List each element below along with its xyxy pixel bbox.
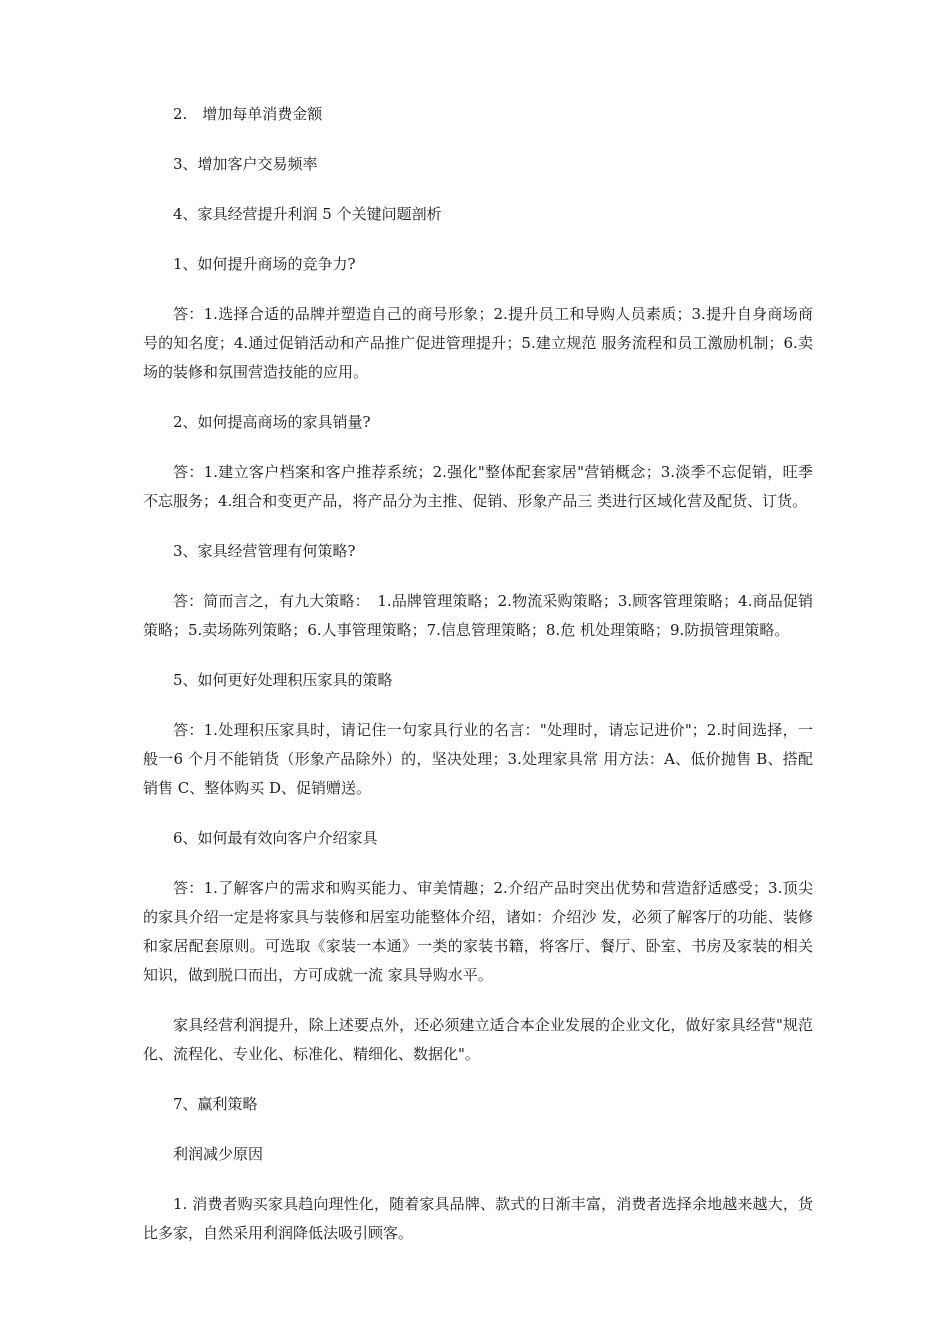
question-6: 6、如何最有效向客户介绍家具 bbox=[173, 829, 378, 847]
answer-1: 答：1.选择合适的品牌并塑造自己的商号形象；2.提升员工和导购人员素质；3.提升自身商场商号的知名度；4.通过促销活动和产品推广促进管理提升；5.建立规范 服务流程和员工激励机制；6.卖场的装修和氛围营造技能的应用。 bbox=[143, 305, 813, 381]
question-5: 5、如何更好处理积压家具的策略 bbox=[173, 671, 393, 689]
question-3: 3、家具经营管理有何策略? bbox=[173, 542, 356, 560]
paragraph-3: 4、家具经营提升利润 5 个关键问题剖析 bbox=[173, 205, 442, 223]
question-1: 1、如何提升商场的竞争力? bbox=[173, 255, 356, 273]
answer-5: 答：1.处理积压家具时，请记住一句家具行业的名言："处理时，请忘记进价"；2.时间选择，一般一6 个月不能销货（形象产品除外）的，坚决处理；3.处理家具常 用方法：A、低价抛售 B、搭配销售 C、整体购买 D、促销赠送。 bbox=[143, 721, 813, 797]
reason-1: 1. 消费者购买家具趋向理性化，随着家具品牌、款式的日渐丰富，消费者选择余地越来越大，货比多家，自然采用利润降低法吸引顾客。 bbox=[143, 1195, 813, 1242]
summary-paragraph: 家具经营利润提升，除上述要点外，还必须建立适合本企业发展的企业文化，做好家具经营"规范化、流程化、专业化、标准化、精细化、数据化"。 bbox=[143, 1016, 813, 1063]
document-body bbox=[143, 100, 813, 1269]
subheading-profit-decrease: 利润减少原因 bbox=[173, 1145, 264, 1163]
answer-6: 答：1.了解客户的需求和购买能力、审美情趣；2.介绍产品时突出优势和营造舒适感受；3.顶尖的家具介绍一定是将家具与装修和居室功能整体介绍，诸如：介绍沙 发，必须了解客厅的功能、装修和家居配套原则。可选取《家装一本通》一类的家装书籍，将客厅、餐厅、卧室、书房及家装的相关知识，做到脱口而出，方可成就一流 家具导购水平。 bbox=[143, 879, 813, 984]
question-2: 2、如何提高商场的家具销量? bbox=[173, 413, 371, 431]
paragraph-1: 2. 增加每单消费金额 bbox=[173, 105, 323, 123]
section-7-heading: 7、赢利策略 bbox=[173, 1095, 258, 1113]
answer-3: 答：简而言之，有九大策略： 1.品牌管理策略；2.物流采购策略；3.顾客管理策略；4.商品促销策略；5.卖场陈列策略；6.人事管理策略；7.信息管理策略；8.危 机处理策略；9.防损管理策略。 bbox=[143, 592, 813, 639]
answer-2: 答：1.建立客户档案和客户推荐系统；2.强化"整体配套家居"营销概念；3.淡季不忘促销，旺季不忘服务；4.组合和变更产品，将产品分为主推、促销、形象产品三 类进行区域化营及配货、订货。 bbox=[143, 463, 813, 510]
paragraph-2: 3、增加客户交易频率 bbox=[173, 155, 318, 173]
